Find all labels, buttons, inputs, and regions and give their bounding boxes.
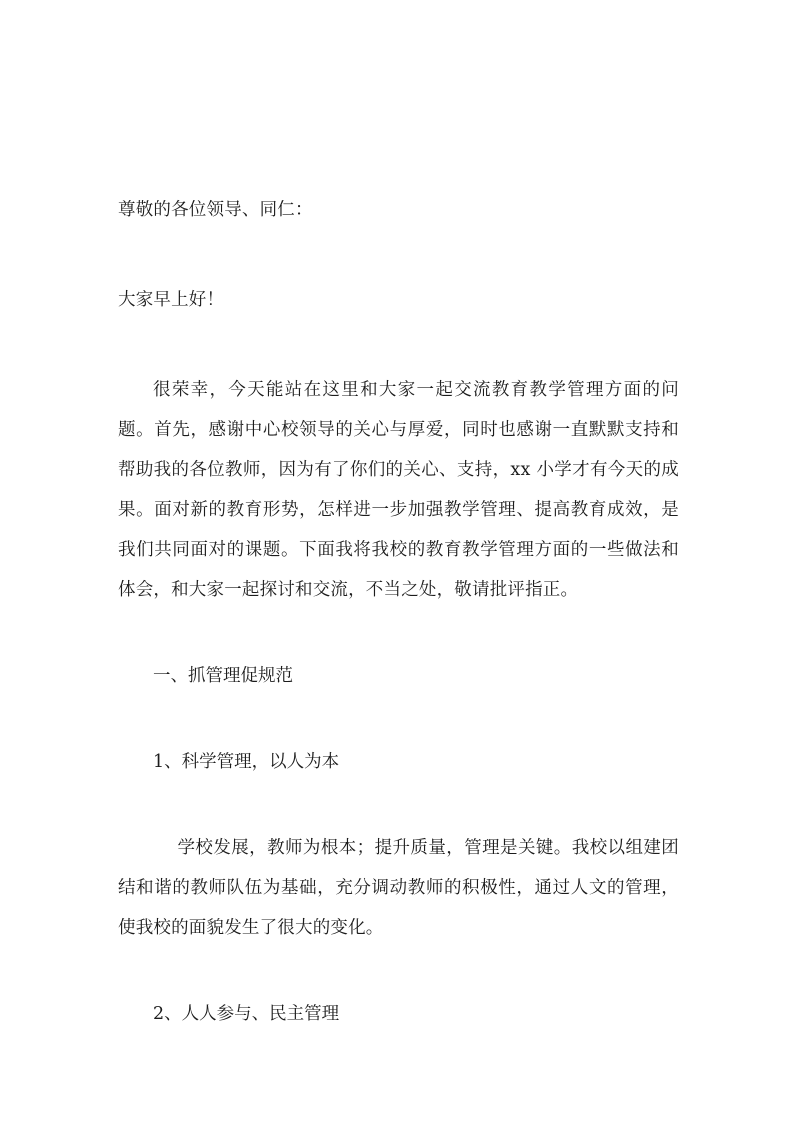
salutation-line: 尊敬的各位领导、同仁： (118, 200, 313, 220)
subsection-heading-one-one: 1、科学管理，以人为本 (153, 752, 340, 772)
greeting-line: 大家早上好！ (118, 290, 225, 310)
blank-line-3 (118, 610, 679, 656)
top-margin-spacer (118, 0, 679, 190)
blank-line-5 (118, 782, 679, 828)
body-paragraph-scientific-management: 学校发展，教师为根本；提升质量，管理是关键。我校以组建团结和谐的教师队伍为基础，充分调动教师的积极性，通过人文的管理，使我校的面貌发生了很大的变化。 (118, 838, 679, 938)
blank-line-4 (118, 696, 679, 742)
blank-line-1 (118, 230, 679, 280)
blank-line-6 (118, 948, 679, 994)
intro-paragraph: 很荣幸，今天能站在这里和大家一起交流教育教学管理方面的问题。首先，感谢中心校领导的关心与厚爱，同时也感谢一直默默支持和帮助我的各位教师，因为有了你们的关心、支持，xx 小学才有今天的成果。面对新的教育形势，怎样进一步加强教学管理、提高教育成效，是我们共同面对的课题。下面我将我校的教育教学管理方面的一些做法和体会，和大家一起探讨和交流，不当之处，敬请批评指正。 (118, 380, 679, 600)
document-text-column (118, 0, 679, 1034)
subsection-heading-one-two: 2、人人参与、民主管理 (153, 1004, 340, 1024)
blank-line-2 (118, 320, 679, 370)
section-heading-one: 一、抓管理促规范 (153, 666, 293, 686)
